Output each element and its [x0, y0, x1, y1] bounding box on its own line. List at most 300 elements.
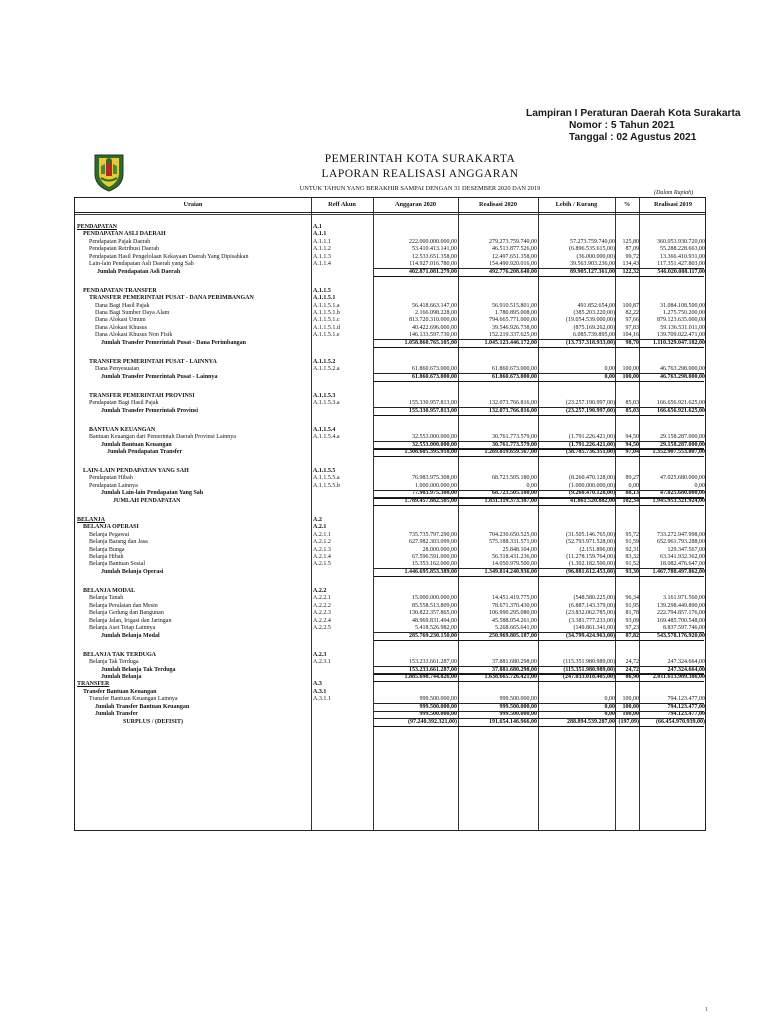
row-uraian: Belanja Bantuan Sosial [89, 561, 145, 568]
table-row [75, 704, 705, 711]
table-row [75, 434, 705, 441]
row-persen: 134,43 [622, 261, 639, 268]
row-realisasi-2019: (66.454.970.939,00) [656, 718, 705, 725]
row-realisasi-2020: 46.513.877.526,00 [492, 246, 537, 253]
row-uraian: Belanja Bunga [89, 546, 125, 553]
row-realisasi-2019: 117.351.427.803,00 [657, 261, 705, 268]
row-uraian: BELANJA MODAL [83, 587, 136, 594]
row-reff: A.2.1.4 [313, 554, 331, 561]
row-realisasi-2019: 1.275.750.200,00 [663, 310, 705, 317]
table-row [75, 224, 705, 231]
table-row [75, 719, 705, 726]
row-lebih-kurang: (52.793.971.528,00) [566, 539, 615, 546]
nomor-line: Nomor : 5 Tahun 2021 [569, 120, 675, 131]
row-anggaran-2020: 155.330.957.813,00 [409, 400, 457, 407]
row-persen: 98,70 [625, 339, 639, 346]
row-realisasi-2019: 2.011.613.989.386,00 [652, 673, 705, 680]
subtotal-rule [374, 568, 704, 569]
row-anggaran-2020: 999.500.000,00 [419, 696, 457, 703]
row-realisasi-2019: 247.324.664,00 [667, 659, 705, 666]
row-realisasi-2019: 879.123.635.000,00 [657, 317, 705, 324]
row-realisasi-2020: 30.761.773.579,00 [492, 434, 537, 441]
row-lebih-kurang: (96.881.612.453,00) [566, 568, 615, 575]
row-uraian: SURPLUS / (DEFISIT) [123, 718, 184, 725]
row-anggaran-2020: 222.000.000.000,00 [409, 238, 457, 245]
row-reff: A.1.1.1 [313, 238, 331, 245]
table-row [75, 681, 705, 688]
report-heading [260, 152, 580, 194]
row-realisasi-2019: 47.025.680.000,00 [660, 490, 705, 497]
row-realisasi-2019: 8.837.597.746,00 [663, 625, 705, 632]
row-realisasi-2019: 129.347.567,00 [667, 546, 705, 553]
row-anggaran-2020: 1.789.457.882.505,00 [404, 497, 457, 504]
table-row [75, 667, 705, 674]
row-uraian: Jumlah Belanja [101, 673, 142, 680]
row-uraian: Transfer Bantuan Keuangan [83, 688, 157, 695]
row-realisasi-2019: 29.158.287.000,00 [660, 434, 705, 441]
row-persen: 122,32 [622, 268, 639, 275]
row-lebih-kurang: (6.887.143.379,00) [569, 602, 615, 609]
subtotal-rule [374, 339, 704, 340]
report-period: UNTUK TAHUN YANG BERAKHIR SAMPAI DENGAN 31 DESEMBER 2020 DAN 2019 [299, 185, 541, 192]
row-uraian: Jumlah Transfer Pemerintah Provinsi [101, 407, 199, 414]
row-uraian: Pendapatan Pajak Daerah [89, 238, 151, 245]
row-persen: 91,95 [625, 602, 639, 609]
row-anggaran-2020: 32.553.000.000,00 [412, 434, 457, 441]
row-persen: 100,00 [622, 366, 639, 373]
row-realisasi-2019: 247.324.664,00 [667, 666, 705, 673]
col-lebih-kurang: Lebih / Kurang [555, 201, 598, 208]
col-realisasi-2020: Realisasi 2020 [479, 201, 517, 208]
row-reff: A.1.1.5.1.d [313, 324, 340, 331]
row-uraian: Jumlah Transfer Pemerintah Pusat - Lainnya [101, 373, 218, 380]
row-realisasi-2019: 31.084.108.500,00 [660, 302, 705, 309]
row-anggaran-2020: 67.596.591.000,00 [412, 554, 457, 561]
table-row [75, 449, 705, 456]
table-row [75, 332, 705, 339]
row-reff: A.2.2.5 [313, 625, 331, 632]
table-row [75, 625, 705, 632]
row-realisasi-2019: 47.025.680.000,00 [660, 475, 705, 482]
row-reff: A.3.1 [313, 688, 327, 695]
row-realisasi-2020: 56.318.431.236,00 [492, 554, 537, 561]
row-uraian: Belanja Peralatan dan Mesin [89, 602, 158, 609]
row-realisasi-2019: 29.158.287.000,00 [660, 441, 705, 448]
total-rule [374, 640, 704, 641]
row-uraian: Belanja Jalan, Irigasi dan Jaringan [89, 617, 172, 624]
row-uraian: Belanja Barang dan Jasa [89, 539, 148, 546]
row-anggaran-2020: 77.983.975.308,00 [412, 490, 457, 497]
row-realisasi-2019: 13.366.410.931,00 [660, 253, 705, 260]
row-realisasi-2020: 250.969.805.187,00 [489, 632, 537, 639]
row-realisasi-2020: 45.588.054.261,00 [492, 617, 537, 624]
row-anggaran-2020: 32.553.000.000,00 [412, 441, 457, 448]
row-uraian: Dana Alokasi Khusus [95, 324, 147, 331]
row-uraian: Belanja Hibah [89, 554, 124, 561]
col-persen: % [623, 201, 631, 208]
table-row [75, 554, 705, 561]
row-realisasi-2020: 37.881.680.298,00 [492, 666, 537, 673]
row-uraian: Belanja Aset Tetap Lainnya [89, 625, 156, 632]
tanggal-line: Tanggal : 02 Agustus 2021 [569, 132, 697, 143]
table-row [75, 524, 705, 531]
row-persen: 93,30 [625, 568, 639, 575]
col-reff-akun: Reff Akun [328, 201, 356, 208]
row-persen: 94,50 [625, 441, 639, 448]
row-realisasi-2020: 68.723.505.180,00 [492, 490, 537, 497]
row-realisasi-2020: 999.500.000,00 [499, 696, 537, 703]
row-uraian: TRANSFER PEMERINTAH PROVINSI [89, 392, 195, 399]
row-realisasi-2019: 46.763.298.000,00 [660, 373, 705, 380]
row-anggaran-2020: 999.500.000,00 [419, 703, 457, 710]
row-reff: A.1.1.5.2.a [313, 366, 340, 373]
row-realisasi-2020: 1.349.814.240.936,00 [484, 568, 537, 575]
row-reff: A.1.1.5.1.e [313, 332, 340, 339]
row-uraian: BELANJA OPERASI [83, 524, 139, 531]
row-uraian: Jumlah Transfer [95, 711, 138, 718]
row-uraian: Dana Bagi Hasil Pajak [95, 302, 150, 309]
row-lebih-kurang: (385.203.220,00) [573, 310, 615, 317]
row-reff: A.1 [313, 224, 322, 230]
row-uraian: BELANJA TAK TERDUGA [83, 651, 157, 658]
row-persen: 96,34 [625, 595, 639, 602]
row-lebih-kurang: 0,00 [604, 373, 615, 380]
table-row [75, 288, 705, 295]
row-realisasi-2019: 360.053.930.720,00 [657, 238, 705, 245]
row-lebih-kurang: (6.896.535.615,00) [569, 246, 615, 253]
row-lebih-kurang: (548.580.225,00) [573, 595, 615, 602]
row-persen: 104,16 [622, 332, 639, 339]
row-reff: A.1.1.5.5.a [313, 475, 340, 482]
row-realisasi-2020: 999.500.000,00 [499, 711, 537, 718]
row-realisasi-2019: 1.945.953.321.924,00 [652, 497, 705, 504]
row-uraian: Jumlah Lain-lain Pendapatan Yang Sah [101, 490, 204, 497]
row-uraian: Belanja Tak Terduga [89, 659, 139, 666]
row-reff: A.2 [313, 516, 322, 523]
row-lebih-kurang: 288.894.539.287,00 [567, 718, 615, 725]
kota-surakarta-emblem-icon [92, 152, 126, 192]
row-realisasi-2019: 733.272.947.998,00 [657, 531, 705, 538]
row-uraian: Dana Alokasi Umum [95, 317, 146, 324]
row-realisasi-2019: 652.961.793.288,00 [657, 539, 705, 546]
row-reff: A.3.1.1 [313, 696, 331, 703]
total-rule [374, 415, 704, 416]
table-row [75, 408, 705, 415]
col-uraian: Uraian [183, 201, 203, 208]
row-reff: A.1.1.5.3.a [313, 400, 340, 407]
row-persen: 94,50 [625, 434, 639, 441]
row-uraian: Transfer Bantuan Keuangan Lainnya [89, 696, 178, 703]
table-row [75, 295, 705, 302]
row-realisasi-2020: 68.723.505.180,00 [492, 475, 537, 482]
row-lebih-kurang: (1.791.226.421,00) [569, 441, 615, 448]
row-persen: 91,52 [625, 561, 639, 568]
report-org: PEMERINTAH KOTA SURAKARTA [324, 153, 516, 165]
table-row [75, 261, 705, 268]
row-lebih-kurang: 6.085.739.895,00 [573, 332, 615, 339]
row-realisasi-2020: 492.776.208.640,00 [489, 268, 537, 275]
row-persen: 100,00 [622, 703, 639, 710]
row-persen: (197,09) [618, 718, 639, 725]
row-reff: A.1.1.5.1 [313, 295, 336, 302]
row-uraian: Jumlah Transfer Bantuan Keuangan [95, 703, 190, 710]
row-uraian: Jumlah Pendapatan Asli Daerah [97, 268, 181, 275]
row-lebih-kurang: 0,00 [604, 703, 615, 710]
row-anggaran-2020: (97.240.392.321,00) [408, 718, 457, 725]
lampiran-line: Lampiran I Peraturan Daerah Kota Surakarta [526, 108, 741, 119]
row-realisasi-2019: 794.123.477,00 [667, 711, 705, 718]
row-uraian: PENDAPATAN [77, 224, 117, 230]
row-uraian: BANTUAN KEUANGAN [89, 426, 156, 433]
row-lebih-kurang: (247.033.018.405,00) [563, 673, 615, 680]
currency-unit: (Dalam Rupiah) [654, 190, 694, 196]
row-persen: 85,03 [625, 400, 639, 407]
row-anggaran-2020: 146.133.597.730,00 [409, 332, 457, 339]
total-rule [374, 456, 704, 457]
row-anggaran-2020: 153.233.661.287,00 [409, 666, 457, 673]
total-rule [374, 276, 704, 277]
row-anggaran-2020: 5.418.526.982,00 [415, 625, 457, 632]
row-uraian: Pendapatan Hasil Pengelolaan Kekayaan Daerah Yang Dipisahkan [89, 253, 249, 260]
row-uraian: Pendapatan Hibah [89, 475, 133, 482]
table-row [75, 310, 705, 317]
total-rule [374, 576, 704, 577]
row-realisasi-2020: 1.269.819.659.567,00 [484, 448, 537, 455]
row-lebih-kurang: (149.861.341,00) [573, 625, 615, 632]
row-realisasi-2020: 0,00 [526, 482, 537, 489]
row-realisasi-2020: 14.451.419.775,00 [492, 595, 537, 602]
subtotal-rule [374, 673, 704, 674]
row-realisasi-2020: 1.831.319.373.387,00 [484, 497, 537, 504]
row-reff: A.2.1.2 [313, 539, 331, 546]
subtotal-rule [374, 490, 704, 491]
row-anggaran-2020: 155.330.957.813,00 [409, 407, 457, 414]
row-reff: A.1.1.5 [313, 287, 331, 294]
subtotal-rule [374, 666, 704, 667]
row-persen: 125,80 [622, 238, 639, 245]
subtotal-rule [374, 632, 704, 633]
row-lebih-kurang: (38.785.736.351,00) [566, 448, 615, 455]
table-row [75, 468, 705, 475]
page-number: 1 [705, 1007, 708, 1013]
row-anggaran-2020: 48.969.831.494,00 [412, 617, 457, 624]
row-uraian: JUMLAH PENDAPATAN [113, 497, 181, 504]
row-uraian: Bantuan Keuangan dari Pemerintah Daerah Provinsi Lainnya [89, 434, 236, 441]
row-reff: A.1.1.5.5.b [313, 482, 340, 489]
row-uraian: Dana Alokasi Khusus Non Fisik [95, 332, 173, 339]
row-uraian: Belanja Pegawai [89, 531, 130, 538]
row-uraian: TRANSFER [77, 681, 110, 688]
row-anggaran-2020: 285.769.230.150,00 [409, 632, 457, 639]
row-uraian: Jumlah Pendapatan Transfer [107, 448, 183, 455]
row-uraian: Jumlah Belanja Operasi [101, 568, 164, 575]
row-uraian: TRANSFER PEMERINTAH PUSAT - DANA PERIMBANGAN [89, 295, 254, 302]
row-anggaran-2020: 85.558.513.809,00 [412, 602, 457, 609]
row-persen: 91,59 [625, 539, 639, 546]
row-realisasi-2019: 546.020.088.117,00 [657, 268, 705, 275]
subtotal-rule [374, 407, 704, 408]
row-realisasi-2020: 154.490.920.016,00 [489, 261, 537, 268]
subtotal-rule [374, 718, 704, 719]
row-lebih-kurang: (2.151.896,00) [579, 546, 615, 553]
table-row [75, 674, 705, 681]
row-anggaran-2020: 15.000.000.000,00 [412, 595, 457, 602]
row-persen: 83,32 [625, 554, 639, 561]
row-anggaran-2020: 61.860.673.000,00 [412, 373, 457, 380]
row-persen: 0,00 [628, 482, 639, 489]
row-persen: 100,00 [622, 696, 639, 703]
row-realisasi-2020: 56.910.515.801,00 [492, 302, 537, 309]
row-realisasi-2019: 794.123.477,00 [667, 703, 705, 710]
row-reff: A.1.1.4 [313, 261, 331, 268]
row-persen: 88,13 [625, 490, 639, 497]
row-realisasi-2020: 575.188.331.571,00 [489, 539, 537, 546]
row-uraian: Pendapatan Bagi Hasil Pajak [89, 400, 159, 407]
total-rule [374, 726, 704, 727]
table-row [75, 359, 705, 366]
row-realisasi-2020: 61.860.673.000,00 [492, 366, 537, 373]
row-realisasi-2019: 794.123.477,00 [667, 696, 705, 703]
row-realisasi-2019: 166.656.921.625,00 [657, 407, 705, 414]
row-uraian: BELANJA [77, 516, 106, 523]
row-persen: 85,03 [625, 407, 639, 414]
table-row [75, 427, 705, 434]
row-persen: 93,09 [625, 617, 639, 624]
row-lebih-kurang: 57.273.759.740,00 [570, 238, 615, 245]
row-reff: A.1.1.5.1.c [313, 317, 340, 324]
row-realisasi-2020: 78.671.370.430,00 [492, 602, 537, 609]
table-row [75, 231, 705, 238]
table-row [75, 532, 705, 539]
table-row [75, 517, 705, 524]
row-realisasi-2020: 14.050.979.500,00 [492, 561, 537, 568]
row-persen: 97,66 [625, 317, 639, 324]
row-realisasi-2020: 25.848.104,00 [502, 546, 537, 553]
table-row [75, 442, 705, 449]
row-realisasi-2019: 139.298.449.890,00 [657, 602, 705, 609]
row-realisasi-2020: 106.990.295.080,00 [489, 610, 537, 617]
row-uraian: Jumlah Transfer Pemerintah Pusat - Dana Perimbangan [101, 339, 246, 346]
row-anggaran-2020: 12.533.651.358,00 [412, 253, 457, 260]
row-reff: A.1.1.5.1.b [313, 310, 340, 317]
row-reff: A.2.1.3 [313, 546, 331, 553]
row-realisasi-2020: 5.268.665.641,00 [495, 625, 537, 632]
row-realisasi-2019: 59.136.531.011,00 [660, 324, 705, 331]
table-row [75, 303, 705, 310]
row-uraian: Jumlah Belanja Modal [101, 632, 160, 639]
subtotal-rule [374, 441, 704, 442]
row-reff: A.2.2.1 [313, 595, 331, 602]
row-realisasi-2019: 1.467.788.497.862,00 [652, 568, 705, 575]
row-uraian: PENDAPATAN ASLI DAERAH [83, 231, 166, 238]
row-uraian: Dana Penyesuaian [95, 366, 140, 373]
total-rule [374, 505, 704, 506]
row-realisasi-2020: 1.780.895.008,00 [495, 310, 537, 317]
row-uraian: Jumlah Bantuan Keuangan [101, 441, 172, 448]
report-title: LAPORAN REALISASI ANGGARAN [321, 168, 519, 180]
row-uraian: LAIN-LAIN PENDAPATAN YANG SAH [83, 467, 189, 474]
row-anggaran-2020: 1.000.000.000,00 [415, 482, 457, 489]
row-realisasi-2019: 1.352.907.553.807,00 [652, 448, 705, 455]
row-lebih-kurang: (31.505.146.765,00) [566, 531, 615, 538]
row-persen: 100,00 [622, 711, 639, 718]
table-row [75, 269, 705, 276]
table-row [75, 595, 705, 602]
row-realisasi-2019: 3.161.971.560,00 [663, 595, 705, 602]
row-realisasi-2019: 222.794.857.176,00 [657, 610, 705, 617]
row-persen: 24,72 [625, 659, 639, 666]
row-realisasi-2019: 166.656.921.625,00 [657, 400, 705, 407]
total-rule [374, 381, 704, 382]
row-realisasi-2020: 704.230.650.525,00 [489, 531, 537, 538]
table-row [75, 498, 705, 505]
row-reff: A.2.1 [313, 524, 327, 531]
row-uraian: Pendapatan Retribusi Daerah [89, 246, 159, 253]
row-uraian: Belanja Gedung dan Bangunan [89, 610, 164, 617]
row-reff: A.3 [313, 681, 322, 688]
row-uraian: Lain-lain Pendapatan Asli Daerah yang Sah [89, 261, 194, 268]
table-row [75, 652, 705, 659]
table-row [75, 400, 705, 407]
row-persen: 89,27 [625, 475, 639, 482]
col-realisasi-2019: Realisasi 2019 [654, 201, 692, 208]
table-row [75, 366, 705, 373]
row-lebih-kurang: (19.054.539.000,00) [566, 317, 615, 324]
row-realisasi-2020: 37.881.680.298,00 [492, 659, 537, 666]
row-persen: 97,23 [625, 625, 639, 632]
row-realisasi-2019: 139.709.022.471,00 [657, 332, 705, 339]
row-realisasi-2019: 55.288.228.663,00 [660, 246, 705, 253]
row-anggaran-2020: 1.308.605.395.918,00 [404, 448, 457, 455]
row-lebih-kurang: (23.257.190.997,00) [566, 400, 615, 407]
row-anggaran-2020: 40.422.696.000,00 [412, 324, 457, 331]
row-lebih-kurang: 41.861.520.882,00 [570, 497, 615, 504]
row-reff: A.1.1.5.5 [313, 467, 336, 474]
row-anggaran-2020: 56.418.663.147,00 [412, 302, 457, 309]
row-realisasi-2020: 152.219.337.625,00 [489, 332, 537, 339]
row-lebih-kurang: (115.351.980.989,00) [563, 659, 615, 666]
row-lebih-kurang: 0,00 [604, 366, 615, 373]
row-reff: A.1.1.5.1.a [313, 302, 340, 309]
subtotal-rule [374, 497, 704, 498]
row-uraian: Pendapatan Lainnya [89, 482, 138, 489]
row-realisasi-2020: 61.860.673.000,00 [492, 373, 537, 380]
table-row [75, 610, 705, 617]
table-row [75, 393, 705, 400]
table-row [75, 325, 705, 332]
table-row [75, 689, 705, 696]
row-lebih-kurang: 491.852.654,00 [577, 302, 615, 309]
total-rule [374, 347, 704, 348]
row-realisasi-2019: 63.341.932.362,00 [660, 554, 705, 561]
row-persen: 81,78 [625, 610, 639, 617]
table-row [75, 569, 705, 576]
row-persen: 102,34 [622, 497, 639, 504]
lampiran-block [526, 108, 756, 144]
row-lebih-kurang: (13.737.318.933,00) [566, 339, 615, 346]
row-realisasi-2020: 132.073.766.816,00 [489, 407, 537, 414]
row-lebih-kurang: 0,00 [604, 696, 615, 703]
row-anggaran-2020: 76.983.975.308,00 [412, 475, 457, 482]
table-row [75, 374, 705, 381]
row-realisasi-2020: 1.045.123.446.172,00 [484, 339, 537, 346]
row-lebih-kurang: 89.905.127.361,00 [570, 268, 615, 275]
row-reff: A.2.2 [313, 587, 327, 594]
row-anggaran-2020: 2.166.098.228,00 [415, 310, 457, 317]
row-reff: A.2.1.1 [313, 531, 331, 538]
row-lebih-kurang: (36.000.000,00) [576, 253, 615, 260]
row-realisasi-2020: 12.497.651.358,00 [492, 253, 537, 260]
